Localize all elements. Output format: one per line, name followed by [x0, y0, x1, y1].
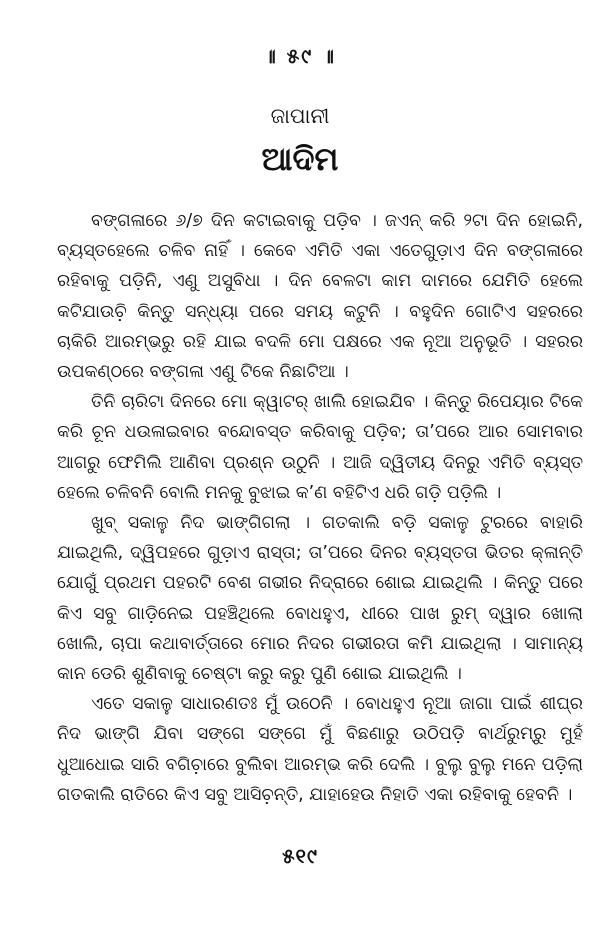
- paragraph: ଖୁବ୍ ସକାଳୁ ନିଦ ଭାଙ୍ଗିଗଲା । ଗତକାଲି ବଡ଼ି ସକାଳୁ ଟୁରରେ ବାହାରି ଯାଇଥିଲି, ଦ୍ୱିପହରେ ଗୁଡ଼ାଏ ରାସ୍ତା; ତା’ପରେ ଦିନର ବ୍ୟସ୍ତତା ଭିତର କ୍ଳାନ୍ତି ଯୋଗୁଁ ପ୍ରଥମ ପହରଟି ବେଶ ଗଭୀର ନିଦ୍ରାରେ ଶୋଇ ଯାଇଥିଲି । କିନ୍ତୁ ପରେ କିଏ ସବୁ ଗାଡ଼ିନେଇ ପହଞ୍ଚିଥିଲେ ବୋଧହୁଏ, ଧୀରେ ପାଖ ରୁମ୍ ଦ୍ୱାର ଖୋଲା ଖୋଲି, ଚାପା କଥାବାର୍ତ୍ତାରେ ମୋର ନିଦର ଗଭୀରତା କମି ଯାଇଥିଲା । ସାମାନ୍ୟ କାନ ଡେରି ଶୁଣିବାକୁ ଚେଷ୍ଟା କରୁ କରୁ ପୁଣି ଶୋଇ ଯାଇଥିଲି ।: [57, 513, 583, 685]
- chapter-number: ॥ ୫୯ ॥: [264, 44, 336, 68]
- body-text: [57, 206, 583, 810]
- page-number: ୫୧୯: [282, 844, 318, 868]
- chapter-title: ଆଦିମ: [261, 140, 339, 178]
- paragraph: ଏତେ ସକାଳୁ ସାଧାରଣତଃ ମୁଁ ଉଠେନି । ବୋଧହୁଏ ନୂଆ ଜାଗା ପାଇଁ ଶୀଘ୍ର ନିଦ ଭାଙ୍ଗି ଯିବା ସଙ୍ଗେ ସଙ୍ଗେ ମୁଁ ବିଛଣାରୁ ଉଠିପଡ଼ି ବାର୍ଥରୁମ୍‌ରୁ ମୁହଁ ଧୁଆଧୋଇ ସାରି ବଗିଚ଼ାରେ ବୁଲିବା ଆରମ୍ଭ କରି ଦେଲି । ବୁଲୁ ବୁଲୁ ମନେ ପଡ଼ିଲା ଗତକାଲି ରାତିରେ କିଏ ସବୁ ଆସିଚ଼ନ୍ତି, ଯାହାହେଉ ନିହାତି ଏକା ରହିବାକୁ ହେବନି ।: [57, 694, 583, 805]
- paragraph: ତିନି ଚାରିଟା ଦିନରେ ମୋ କ୍ୱାଟର୍ ଖାଲି ହୋଇଯିବ । କିନ୍ତୁ ରିପେୟାର ଟିକେ କରି ଚୂନ ଧଉଳାଇବାର ବନ୍ଦୋବସ୍ତ କରିବାକୁ ପଡ଼ିବ; ତା’ପରେ ଆର ସୋମବାର ଆଗରୁ ଫେମିଲି ଆଣିବା ପ୍ରଶ୍ନ ଉଠୁନି । ଆଜି ଦ୍ୱିତୀୟ ଦିନରୁ ଏମିତି ବ୍ୟସ୍ତ ହେଲେ ଚଳିବନି ବୋଲି ମନକୁ ବୁଝାଇ କ’ଣ ବହିଟିଏ ଧରି ଗଡ଼ି ପଡ଼ିଲି ।: [57, 392, 583, 503]
- paragraph: ବଙ୍ଗଳାରେ ୬/୭ ଦିନ କଟାଇବାକୁ ପଡ଼ିବ । ଜଏନ୍ କରି ୨ଟା ଦିନ ହୋଇନି, ବ୍ୟସ୍ତହେଲେ ଚଳିବ ନାହିଁ । କେବେ ଏମିତି ଏକା ଏତେଗୁଡ଼ାଏ ଦିନ ବଙ୍ଗଳାରେ ରହିବାକୁ ପଡ଼ିନି, ଏଣୁ ଅସୁବିଧା । ଦିନ ବେଳଟା କାମ ଦାମରେ ଯେମିତି ହେଲେ କଟିଯାଉଚ଼ି କିନ୍ତୁ ସନ୍ଧ୍ୟା ପରେ ସମୟ କଟୁନି । ବହୁଦିନ ଗୋଟିଏ ସହରରେ ଚାକିରି ଆରମ୍ଭରୁ ରହି ଯାଇ ବଦଳି ମୋ ପକ୍ଷରେ ଏକ ନୂଆ ଅନୁଭୂତି । ସହରର ଉପକଣ୍ଠରେ ବଙ୍ଗଳା ଏଣୁ ଟିକେ ନିଛାଟିଆ ।: [57, 211, 583, 383]
- chapter-subtitle: ଜାପାନୀ: [270, 104, 330, 128]
